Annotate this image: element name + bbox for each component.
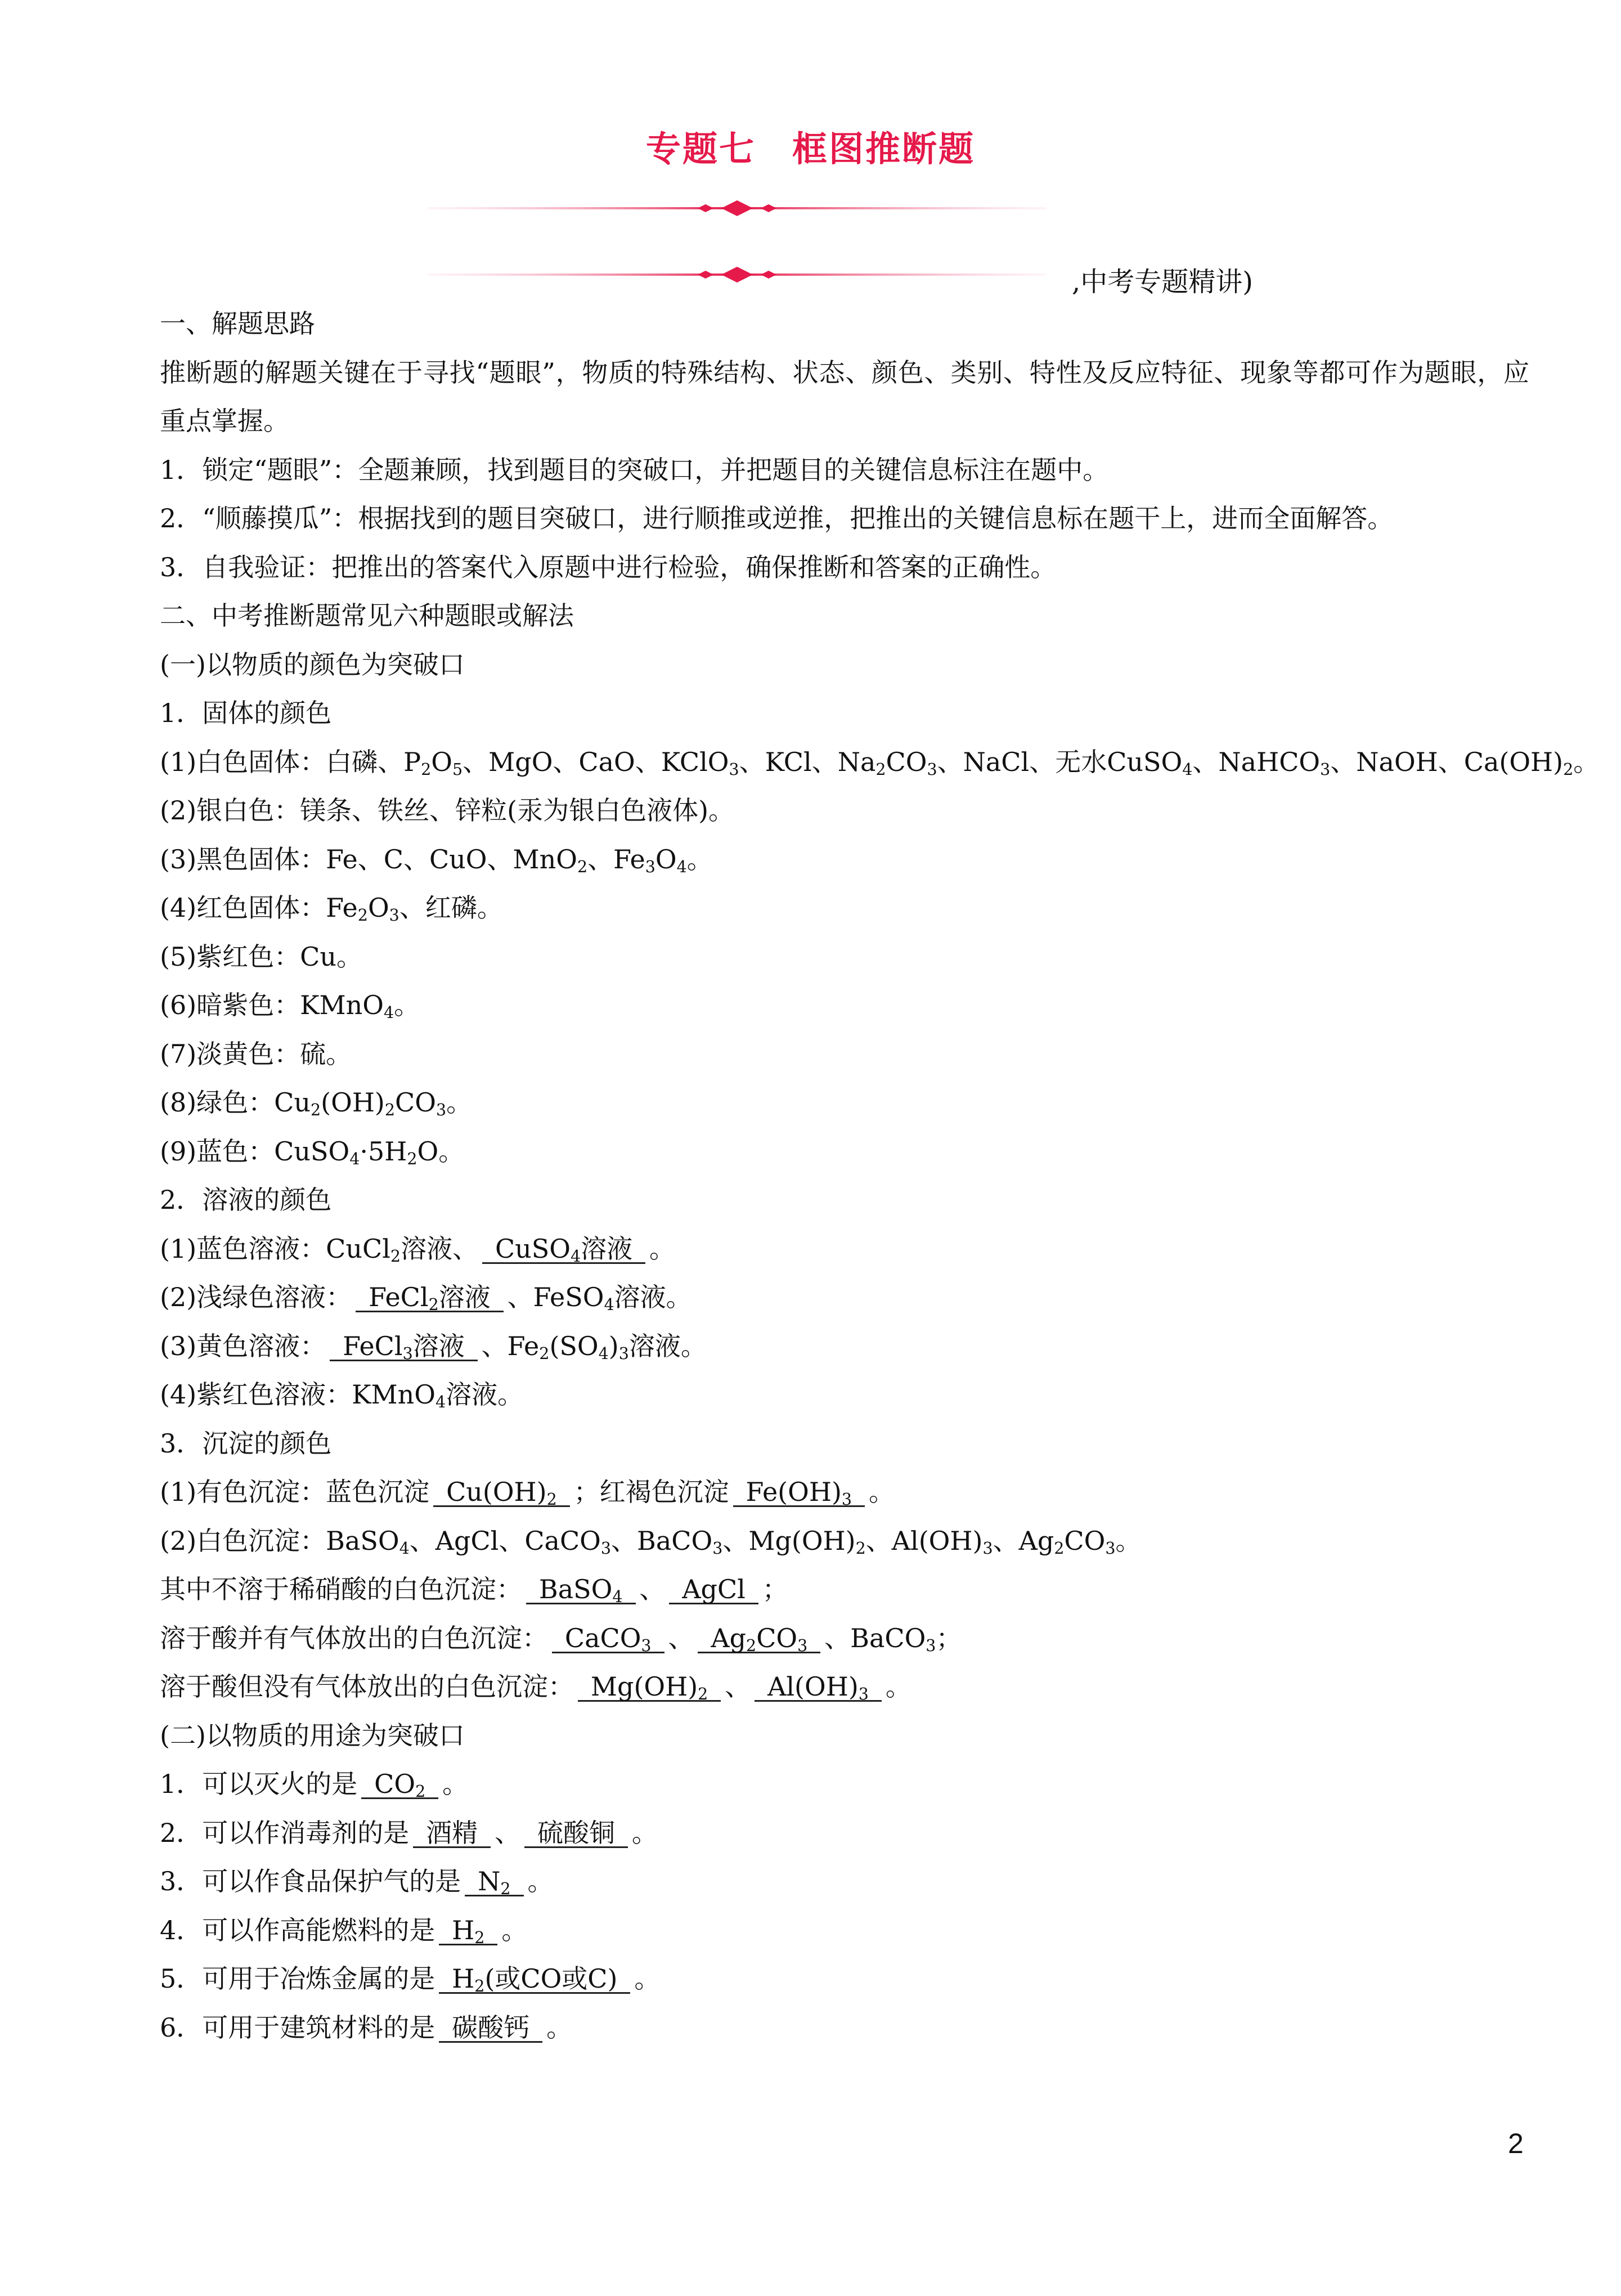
title-divider-top — [428, 197, 1047, 219]
approach-step-1: 1．锁定“题眼”：全题兼顾，找到题目的突破口，并把题目的关键信息标注在题中。 — [160, 454, 1109, 485]
use-fire-extinguish: 1．可以灭火的是 $CO_2$ 。 — [160, 1769, 469, 1801]
title-divider-bottom — [428, 263, 1047, 286]
answer-blank: $Fe(OH)_3$ — [733, 1478, 865, 1507]
solid-green: (8)绿色：$Cu_2(OH)_2CO_3$。 — [160, 1087, 473, 1120]
answer-blank: $N_2$ — [465, 1868, 523, 1896]
answer-blank: BaSO$_4$ — [526, 1576, 636, 1604]
solid-red: (4)红色固体：$Fe_2O_3$、红磷。 — [160, 893, 503, 925]
approach-step-3: 3．自我验证：把推出的答案代入原题中进行检验，确保推断和答案的正确性。 — [160, 551, 1057, 582]
solution-purple-red: (4)紫红色溶液：KMnO$_4$溶液。 — [160, 1379, 524, 1412]
answer-blank: $H_2$ — [439, 1917, 497, 1945]
answer-blank: AgCl — [669, 1576, 758, 1604]
answer-blank: $Mg(OH)_2$ — [578, 1673, 721, 1702]
use-high-energy-fuel: 4．可以作高能燃料的是 $H_2$ 。 — [160, 1914, 528, 1947]
answer-blank: $Cu(OH)_2$ — [433, 1478, 570, 1507]
solution-yellow: (3)黄色溶液： FeCl$_3$溶液 、$Fe_2(SO_4)_3$溶液。 — [160, 1330, 707, 1363]
section-heading-approach: 一、解题思路 — [160, 308, 315, 339]
subheading-precipitate-color: 3．沉淀的颜色 — [160, 1428, 332, 1459]
lecture-tag: ,中考专题精讲) — [1072, 266, 1253, 298]
answer-blank: FeCl$_3$溶液 — [330, 1333, 478, 1361]
solution-light-green: (2)浅绿色溶液： FeCl$_2$溶液 、FeSO$_4$溶液。 — [160, 1282, 692, 1315]
document-body — [100, 299, 1600, 2052]
answer-blank: 硫酸铜 — [524, 1819, 628, 1848]
use-building-material: 6．可用于建筑材料的是 碳酸钙 。 — [160, 2012, 573, 2043]
precipitate-acid-gas: 溶于酸并有气体放出的白色沉淀： CaCO$_3$ 、 $Ag_2CO_3$ 、BaCO$_3$； — [160, 1622, 962, 1655]
solution-blue: (1)蓝色溶液：CuCl$_2$溶液、 CuSO$_4$溶液 。 — [160, 1233, 676, 1266]
page-number: 2 — [1508, 2128, 1524, 2159]
use-protective-gas: 3．可以作食品保护气的是 $N_2$ 。 — [160, 1866, 554, 1899]
part-heading-uses: (二)以物质的用途为突破口 — [160, 1720, 465, 1751]
subheading-solution-color: 2．溶液的颜色 — [160, 1185, 332, 1215]
part-heading-color: (一)以物质的颜色为突破口 — [160, 649, 465, 680]
answer-blank: $CO_2$ — [361, 1770, 438, 1799]
answer-blank: $Al(OH)_3$ — [755, 1673, 882, 1702]
page-title: 专题七 框图推断题 — [645, 128, 975, 169]
solid-pale-yellow: (7)淡黄色：硫。 — [160, 1038, 352, 1069]
solid-purple-red: (5)紫红色：Cu。 — [160, 941, 362, 972]
section-heading-methods: 二、中考推断题常见六种题眼或解法 — [160, 600, 574, 631]
answer-blank: 酒精 — [413, 1819, 491, 1848]
answer-blank: CaCO$_3$ — [552, 1625, 664, 1653]
answer-blank: $H_2$(或CO或C) — [439, 1965, 630, 1994]
answer-blank: FeCl$_2$溶液 — [356, 1284, 504, 1312]
solid-blue: (9)蓝色：$CuSO_4\cdot 5H_2O$。 — [160, 1136, 465, 1168]
precipitate-white: (2)白色沉淀：BaSO$_4$、AgCl、CaCO$_3$、BaCO$_3$、$Mg(OH)_2$、$Al(OH)_3$、$Ag_2CO_3$。 — [160, 1525, 1142, 1558]
approach-step-2: 2．“顺藤摸瓜”：根据找到的题目突破口，进行顺推或逆推，把推出的关键信息标在题干上，进而全面解答。 — [160, 503, 1394, 533]
use-disinfectant: 2．可以作消毒剂的是 酒精 、 硫酸铜 。 — [160, 1817, 658, 1848]
solid-dark-purple: (6)暗紫色：KMnO$_4$。 — [160, 990, 420, 1023]
answer-blank: $Ag_2CO_3$ — [698, 1625, 820, 1653]
precipitate-colored: (1)有色沉淀：蓝色沉淀 $Cu(OH)_2$ ；红褐色沉淀 $Fe(OH)_3$ 。 — [160, 1477, 895, 1509]
answer-blank: 碳酸钙 — [439, 2014, 542, 2043]
subheading-solid-color: 1．固体的颜色 — [160, 698, 332, 728]
solid-black: (3)黑色固体：Fe、C、CuO、MnO$_2$、$Fe_3O_4$。 — [160, 844, 713, 876]
approach-intro: 推断题的解题关键在于寻找“题眼”，物质的特殊结构、状态、颜色、类别、特性及反应特征、现象等都可作为题眼，应重点掌握。 — [160, 357, 1529, 436]
precipitate-acid-no-gas: 溶于酸但没有气体放出的白色沉淀： $Mg(OH)_2$ 、 $Al(OH)_3$ 。 — [160, 1671, 911, 1704]
solid-white: (1)白色固体：白磷、$P_2O_5$、MgO、CaO、KClO$_3$、KCl、$Na_2CO_3$、NaCl、无水CuSO$_4$、NaHCO$_3$、NaOH、$Ca(OH)_2$。 — [160, 746, 1600, 779]
solid-silver: (2)银白色：镁条、铁丝、锌粒(汞为银白色液体)。 — [160, 795, 735, 826]
precipitate-insoluble-hno3: 其中不溶于稀硝酸的白色沉淀： BaSO$_4$ 、 AgCl ； — [160, 1574, 788, 1607]
answer-blank: CuSO$_4$溶液 — [482, 1235, 645, 1264]
use-metal-smelting: 5．可用于冶炼金属的是 $H_2$(或CO或C) 。 — [160, 1963, 661, 1996]
